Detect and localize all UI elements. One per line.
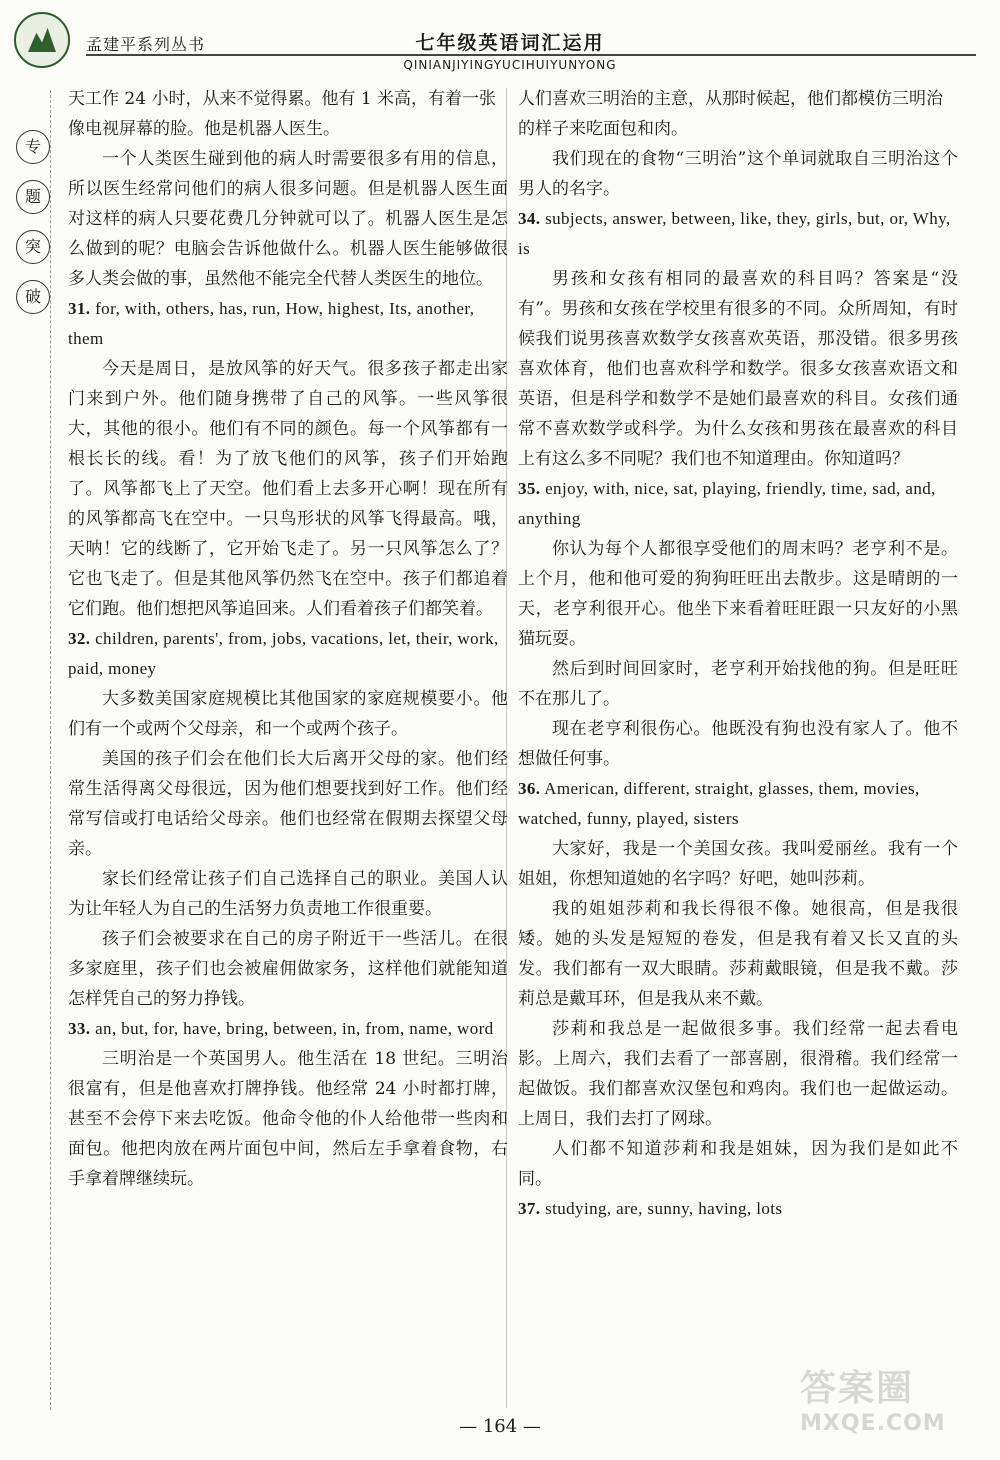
right-column <box>518 84 958 1224</box>
question-number: 37. <box>518 1199 541 1218</box>
page-number: — 164 — <box>459 1416 541 1437</box>
keyword-list: enjoy, with, nice, sat, playing, friendly, time, sad, and, anything <box>518 479 936 528</box>
answer-keywords <box>518 1194 958 1224</box>
translation-paragraph: 我的姐姐莎莉和我长得很不像。她很高，但是我很矮。她的头发是短短的卷发，但是我有着又长又直的头发。我们都有一双大眼睛。莎莉戴眼镜，但是我不戴。莎莉总是戴耳环，但是我从来不戴。 <box>518 899 958 1009</box>
translation-paragraph: 人们都不知道莎莉和我是姐妹，因为我们是如此不同。 <box>518 1139 958 1189</box>
translation-paragraph: 我们现在的食物“三明治”这个单词就取自三明治这个男人的名字。 <box>518 149 958 199</box>
translation-paragraph: 你认为每个人都很享受他们的周末吗？老亨利不是。上个月，他和他可爱的狗狗旺旺出去散步。这是晴朗的一天，老亨利很开心。他坐下来看着旺旺跟一只友好的小黑猫玩耍。 <box>518 539 958 649</box>
answer-keywords <box>68 294 508 354</box>
translation-paragraph: 美国的孩子们会在他们长大后离开父母的家。他们经常生活得离父母很远，因为他们想要找到好工作。他们经常写信或打电话给父母亲。他们也经常在假期去探望父母亲。 <box>68 749 508 859</box>
translation-paragraph: 男孩和女孩有相同的最喜欢的科目吗？答案是“没有”。男孩和女孩在学校里有很多的不同。众所周知，有时候我们说男孩喜欢数学女孩喜欢英语，那没错。很多男孩喜欢体育，他们也喜欢科学和数学。很多女孩喜欢语文和英语，但是科学和数学不是她们最喜欢的科目。女孩们通常不喜欢数学或科学。为什么女孩和男孩在最喜欢的科目上有这么多不同呢？我们也不知道理由。你知道吗？ <box>518 269 958 469</box>
answer-keywords <box>68 1014 508 1044</box>
translation-paragraph: 人们喜欢三明治的主意，从那时候起，他们都模仿三明治的样子来吃面包和肉。 <box>518 89 943 139</box>
translation-paragraph: 莎莉和我总是一起做很多事。我们经常一起去看电影。上周六，我们去看了一部喜剧，很滑稽。我们经常一起做饭。我们都喜欢汉堡包和鸡肉。我们也一起做运动。上周日，我们去打了网球。 <box>518 1019 958 1129</box>
translation-paragraph: 今天是周日，是放风筝的好天气。很多孩子都走出家门来到户外。他们随身携带了自己的风筝。一些风筝很大，其他的很小。他们有不同的颜色。每一个风筝都有一根长长的线。看！为了放飞他们的风筝，孩子们开始跑了。风筝都飞上了天空。他们看上去多开心啊！现在所有的风筝都高飞在空中。一只鸟形状的风筝飞得最高。哦，天呐！它的线断了，它开始飞走了。另一只风筝怎么了？它也飞走了。但是其他风筝仍然飞在空中。孩子们都追着它们跑。他们想把风筝追回来。人们看着孩子们都笑着。 <box>68 359 508 619</box>
keyword-list: studying, are, sunny, having, lots <box>545 1199 783 1218</box>
translation-paragraph: 现在老亨利很伤心。他既没有狗也没有家人了。他不想做任何事。 <box>518 719 958 769</box>
sidebar-char: 题 <box>16 180 50 214</box>
series-name: 孟建平系列丛书 <box>86 35 206 54</box>
answer-keywords <box>518 474 958 534</box>
question-number: 36. <box>518 779 541 798</box>
book-title: 七年级英语词汇运用 <box>415 32 605 54</box>
translation-paragraph: 大家好，我是一个美国女孩。我叫爱丽丝。我有一个姐姐，你想知道她的名字吗？好吧，她叫莎莉。 <box>518 839 958 889</box>
translation-paragraph: 大多数美国家庭规模比其他国家的家庭规模要小。他们有一个或两个父母亲，和一个或两个孩子。 <box>68 689 508 739</box>
keyword-list: an, but, for, have, bring, between, in, from, name, word <box>95 1019 494 1038</box>
question-number: 31. <box>68 299 91 318</box>
keyword-list: children, parents', from, jobs, vacations, let, their, work, paid, money <box>68 629 499 678</box>
question-number: 33. <box>68 1019 91 1038</box>
book-title-pinyin: QINIANJIYINGYUCIHUIYUNYONG <box>403 58 617 72</box>
watermark <box>800 1360 990 1450</box>
sidebar-char: 破 <box>16 280 50 314</box>
keyword-list: subjects, answer, between, like, they, girls, but, or, Why, is <box>518 209 951 258</box>
header-rule <box>86 54 976 56</box>
left-column <box>68 84 508 1194</box>
translation-paragraph: 然后到时间回家时，老亨利开始找他的狗。但是旺旺不在那儿了。 <box>518 659 958 709</box>
answer-keywords <box>68 624 508 684</box>
keyword-list: American, different, straight, glasses, them, movies, watched, funny, played, sisters <box>518 779 920 828</box>
sidebar-char: 突 <box>16 230 50 264</box>
keyword-list: for, with, others, has, run, How, highest, Its, another, them <box>68 299 475 348</box>
question-number: 35. <box>518 479 541 498</box>
question-number: 34. <box>518 209 541 228</box>
translation-paragraph: 孩子们会被要求在自己的房子附近干一些活儿。在很多家庭里，孩子们也会被雇佣做家务，这样他们就能知道怎样凭自己的努力挣钱。 <box>68 929 508 1009</box>
translation-paragraph: 一个人类医生碰到他的病人时需要很多有用的信息，所以医生经常问他们的病人很多问题。但是机器人医生面对这样的病人只要花费几分钟就可以了。机器人医生是怎么做到的呢？电脑会告诉他做什么。机器人医生能够做很多人类会做的事，虽然他不能完全代替人类医生的地位。 <box>68 149 508 289</box>
answer-keywords <box>518 774 958 834</box>
translation-paragraph: 家长们经常让孩子们自己选择自己的职业。美国人认为让年轻人为自己的生活努力负责地工作很重要。 <box>68 869 508 919</box>
watermark-url: MXQE.COM <box>800 1411 946 1436</box>
watermark-text: 答案圈 <box>800 1368 915 1409</box>
page-header <box>0 0 1000 78</box>
translation-paragraph: 天工作 24 小时，从来不觉得累。他有 1 米高，有着一张像电视屏幕的脸。他是机器人医生。 <box>68 89 497 139</box>
sidebar-char: 专 <box>16 130 50 164</box>
section-sidebar <box>12 130 52 330</box>
publisher-logo-icon <box>14 12 70 68</box>
question-number: 32. <box>68 629 91 648</box>
answer-keywords <box>518 204 958 264</box>
translation-paragraph: 三明治是一个英国男人。他生活在 18 世纪。三明治很富有，但是他喜欢打牌挣钱。他经常 24 小时都打牌，甚至不会停下来去吃饭。他命令他的仆人给他带一些肉和面包。他把肉放在两片面包中间，然后左手拿着食物，右手拿着牌继续玩。 <box>68 1049 508 1189</box>
